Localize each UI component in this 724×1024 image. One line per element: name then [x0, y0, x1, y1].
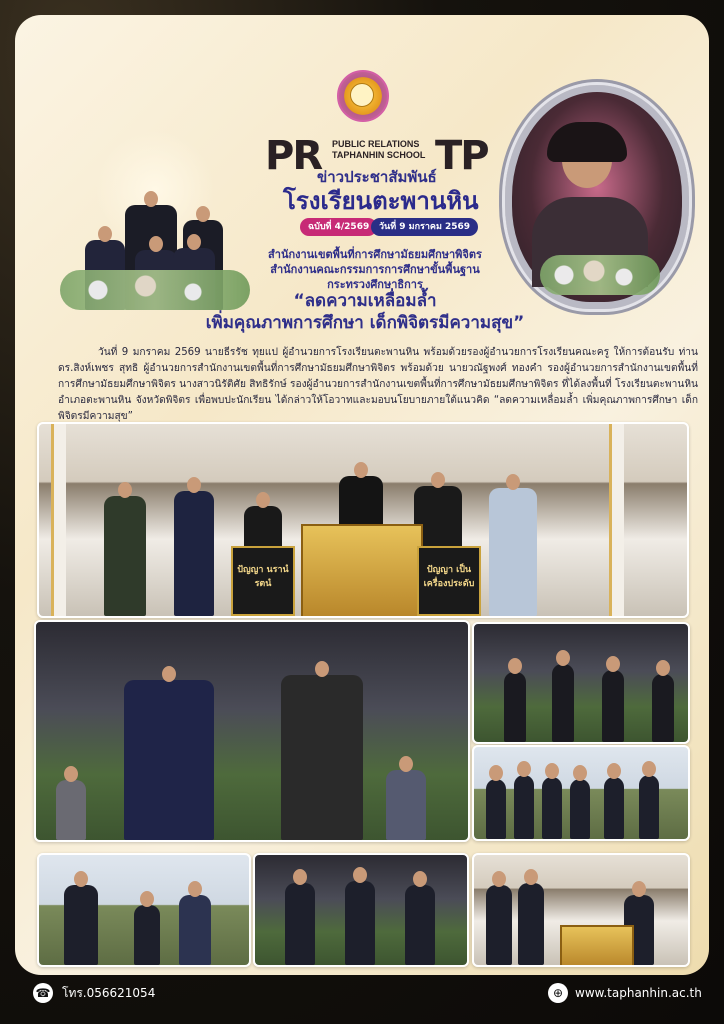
- staff-group-photo: [55, 120, 255, 310]
- tp-logo-mark: TP: [435, 133, 488, 179]
- office-line-1: สำนักงานเขตพื้นที่การศึกษามัธยมศึกษาพิจิตร: [268, 248, 482, 261]
- news-title: ข่าวประชาสัมพันธ์: [317, 168, 437, 186]
- globe-icon: ⊕: [548, 983, 568, 1003]
- newsletter-card: [15, 15, 709, 975]
- photo-stage-welcome: [37, 422, 689, 618]
- date-badge: วันที่ 9 มกราคม 2569: [371, 218, 478, 236]
- motto-sign-right: ปัญญา เป็น เครื่องประดับ: [417, 546, 481, 616]
- school-name: โรงเรียนตะพานหิน: [283, 187, 479, 215]
- motto-sign-left: ปัญญา นรานํ รตนํ: [231, 546, 295, 616]
- podium: [301, 524, 423, 618]
- frame-flowers: [540, 255, 660, 295]
- pr-logo-mark: PR: [265, 133, 322, 179]
- office-line-2: สำนักงานคณะกรรมการการศึกษาขั้นพื้นฐาน: [270, 263, 480, 276]
- photo-podium-officials: [472, 853, 690, 967]
- article-body: วันที่ 9 มกราคม 2569 นายธีรรัช ทุยแป ผู้อำนวยการโรงเรียนตะพานหิน พร้อมด้วยรองผู้อำนวยการโรงเรียนคณะครู ให้การต้อนรับ ท่านดร.สิงห์เพชร สุทธิ ผู้อำนวยการสำนักงานเขตพื้นที่การศึกษามัธยมศึกษาพิจิตร พร้อมด้วย นายวณัฐพงศ์ ทองคำ รองผู้อำนวยการสำนักงานเขตพื้นที่การศึกษามัธยมศึกษาพิจิตร นางสาวนิรัติศัย สิทธิรักษ์ รองผู้อำนวยการสำนักงานเขตพื้นที่การศึกษามัธยมศึกษาพิจิตร ที่ได้ลงพื้นที่ โรงเรียนตะพานหิน อำเภอตะพานหิน จังหวัดพิจิตร เพื่อพบปะนักเรียน ได้กล่าวให้โอวาทและมอบนโยบายภายใต้แนวคิด “ลดความเหลื่อมล้ำ เพิ่มคุณภาพการศึกษา เด็กพิจิตรมีความสุข”: [58, 347, 698, 422]
- photo-officials-lineup: [472, 745, 690, 841]
- photo-greeting-officials: [37, 853, 251, 967]
- issue-badge: ฉบับที่ 4/2569: [300, 218, 377, 236]
- photo-meeting-students: [253, 853, 469, 967]
- headline-line-2: เพิ่มคุณภาพการศึกษา เด็กพิจิตรมีความสุข”: [205, 313, 525, 333]
- phone-number[interactable]: โทร.056621054: [62, 986, 156, 1000]
- headline-line-1: “ลดความเหลื่อมล้ำ: [293, 291, 437, 311]
- photo-students-assembly: [34, 620, 470, 842]
- pr-subtitle-line2: TAPHANHIN SCHOOL: [332, 150, 426, 160]
- school-emblem-icon: [337, 70, 389, 122]
- phone-icon: ☎: [33, 983, 53, 1003]
- pr-subtitle-line1: PUBLIC RELATIONS: [332, 139, 420, 149]
- website-link[interactable]: www.taphanhin.ac.th: [575, 986, 702, 1000]
- photo-students-standing: [472, 622, 690, 744]
- office-line-3: กระทรวงศึกษาธิการ: [327, 278, 423, 291]
